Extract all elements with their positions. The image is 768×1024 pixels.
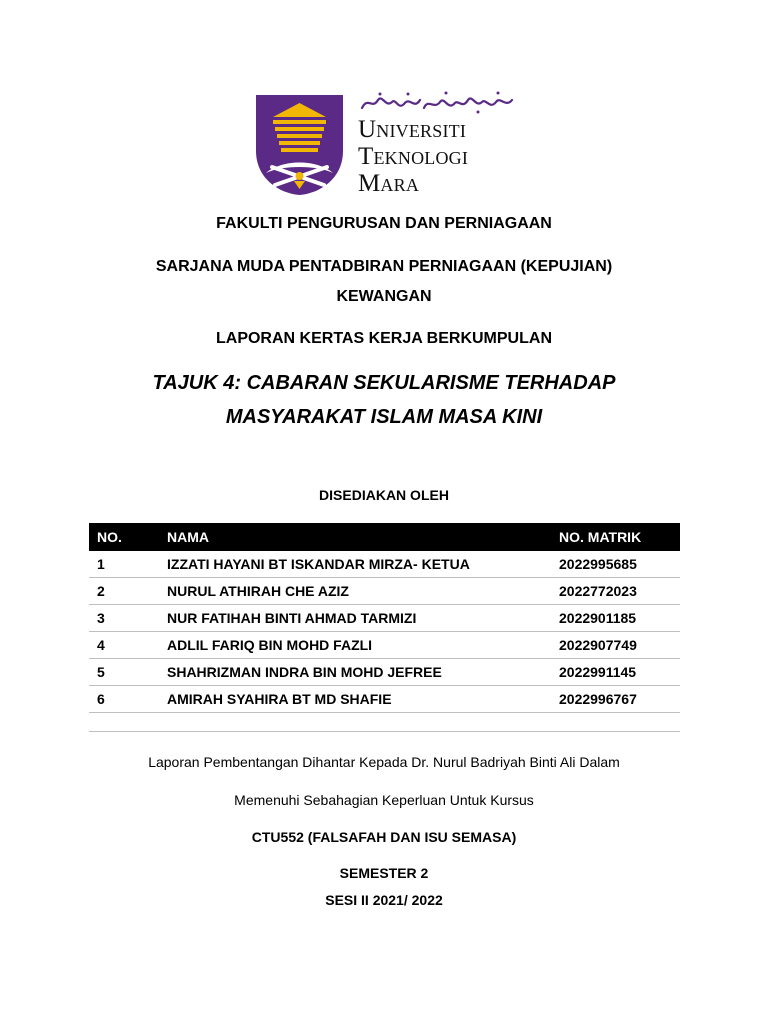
matric-number: 2022995685 (559, 551, 680, 578)
jawi-script-logo (358, 90, 516, 114)
submission-line2: Memenuhi Sebahagian Keperluan Untuk Kursus (234, 792, 534, 808)
spacer-cell (167, 713, 559, 732)
matric-number: 2022901185 (559, 605, 680, 632)
member-name: ADLIL FARIQ BIN MOHD FAZLI (167, 632, 559, 659)
spacer-cell (89, 713, 167, 732)
column-header-no: NO. (89, 523, 167, 551)
row-number: 3 (89, 605, 167, 632)
submission-line1: Laporan Pembentangan Dihantar Kepada Dr. Nurul Badriyah Binti Ali Dalam (148, 754, 620, 770)
table-row (89, 686, 680, 713)
matric-number: 2022907749 (559, 632, 680, 659)
member-name: IZZATI HAYANI BT ISKANDAR MIRZA- KETUA (167, 551, 559, 578)
university-name (358, 116, 468, 197)
session-label: SESI II 2021/ 2022 (325, 892, 443, 908)
university-name-line2: Teknologi (358, 143, 469, 170)
table-row (89, 578, 680, 605)
table-spacer-row (89, 713, 680, 732)
member-name: AMIRAH SYAHIRA BT MD SHAFIE (167, 686, 559, 713)
member-name: NURUL ATHIRAH CHE AZIZ (167, 578, 559, 605)
program-heading-line1: SARJANA MUDA PENTADBIRAN PERNIAGAAN (KEPUJIAN) (155, 258, 613, 275)
row-number: 4 (89, 632, 167, 659)
course-code: CTU552 (FALSAFAH DAN ISU SEMASA) (251, 829, 517, 845)
program-heading-line2: KEWANGAN (336, 288, 432, 305)
table-header-row (89, 523, 680, 551)
row-number: 6 (89, 686, 167, 713)
table-row (89, 632, 680, 659)
uitm-logo (254, 90, 516, 198)
member-name: NUR FATIHAH BINTI AHMAD TARMIZI (167, 605, 559, 632)
university-name-line3: Mara (358, 170, 420, 197)
spacer-cell (559, 713, 680, 732)
report-title-line1: TAJUK 4: CABARAN SEKULARISME TERHADAP (152, 372, 616, 394)
faculty-heading: FAKULTI PENGURUSAN DAN PERNIAGAAN (216, 215, 552, 232)
university-name-line1: Universiti (358, 116, 467, 143)
column-header-name: NAMA (167, 523, 559, 551)
report-title-line2: MASYARAKAT ISLAM MASA KINI (225, 406, 543, 428)
matric-number: 2022991145 (559, 659, 680, 686)
members-table (89, 523, 680, 732)
row-number: 5 (89, 659, 167, 686)
matric-number: 2022772023 (559, 578, 680, 605)
row-number: 1 (89, 551, 167, 578)
table-row (89, 659, 680, 686)
uitm-crest-icon (254, 93, 345, 196)
column-header-matric: NO. MATRIK (559, 523, 680, 551)
matric-number: 2022996767 (559, 686, 680, 713)
report-type-heading: LAPORAN KERTAS KERJA BERKUMPULAN (215, 330, 552, 347)
member-name: SHAHRIZMAN INDRA BIN MOHD JEFREE (167, 659, 559, 686)
table-row (89, 551, 680, 578)
prepared-by-label: DISEDIAKAN OLEH (319, 487, 449, 503)
row-number: 2 (89, 578, 167, 605)
semester-label: SEMESTER 2 (339, 865, 429, 881)
table-row (89, 605, 680, 632)
